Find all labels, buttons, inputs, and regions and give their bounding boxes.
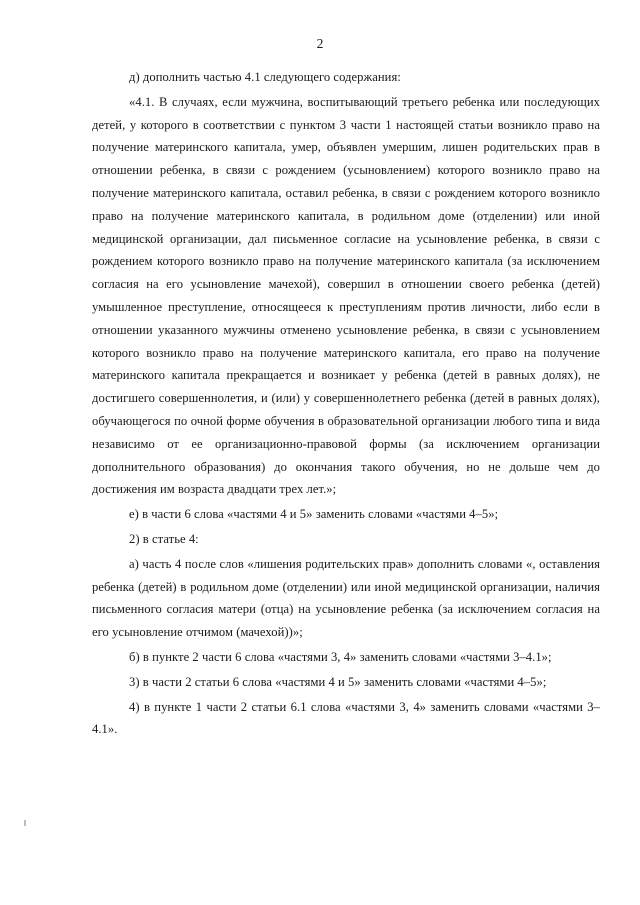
scan-artifact-mark xyxy=(24,820,26,826)
paragraph-3-article-6: 3) в части 2 статьи 6 слова «частями 4 и 5» заменить словами «частями 4–5»; xyxy=(129,674,547,689)
paragraph-d-add-part-4-1: д) дополнить частью 4.1 следующего содержания: xyxy=(129,70,401,84)
paragraph-b-part-6: б) в пункте 2 части 6 слова «частями 3, 4» заменить словами «частями 3–4.1»; xyxy=(129,649,552,664)
paragraph-part-4-1-text: «4.1. В случаях, если мужчина, воспитывающий третьего ребенка или последующих детей, у которого в соответствии с пунктом 3 части 1 настоящей статьи возникло право на получение материнского капитала, умер, объявлен умершим, лишен родительских прав в отношении ребенка, в связи с рождением (усыновлением) которого возникло право на получение материнского капитала, оставил ребенка, в связи с рождением которого возникло право на получение материнского капитала, в родильном доме (отделении) или иной медицинской организации, дал письменное согласие на усыновление ребенка, в связи с рождением которого возникло право на получение материнского капитала (за исключением согласия на его усыновление мачехой), совершил в отношении своего ребенка (детей) умышленное преступление, относящееся к преступлениям против личности, либо если в отношении указанного мужчины отменено усыновление ребенка, в связи с усыновлением которого возникло право на получение материнского капитала, его право на получение материнского капитала прекращается и возникает у ребенка (детей в равных долях), не достигшего совершеннолетия, и (или) у совершеннолетнего ребенка (детей в равных долях), обучающегося по очной форме обучения в образовательной организации любого типа и вида независимо от ее организационно-правовой формы (за исключением организации дополнительного образования) до окончания такого обучения, но не дольше чем до достижения им возраста двадцати трех лет.»; xyxy=(92,94,600,497)
paragraph-a-part-4: а) часть 4 после слов «лишения родительских прав» дополнить словами «, оставления ребенка (детей) в родильном доме (отделении) или иной медицинской организации, наличия письменного согласия матери (отца) на усыновление ребенка (за исключением согласия на его усыновление отчимом (мачехой))»; xyxy=(92,556,600,640)
document-body xyxy=(92,66,600,741)
paragraph-2-article-4: 2) в статье 4: xyxy=(129,531,199,546)
page-number: 2 xyxy=(316,36,324,51)
paragraph-e-part-6: е) в части 6 слова «частями 4 и 5» заменить словами «частями 4–5»; xyxy=(129,507,499,522)
paragraph-4-article-6-1: 4) в пункте 1 части 2 статьи 6.1 слова «частями 3, 4» заменить словами «частями 3–4.1». xyxy=(92,699,600,737)
